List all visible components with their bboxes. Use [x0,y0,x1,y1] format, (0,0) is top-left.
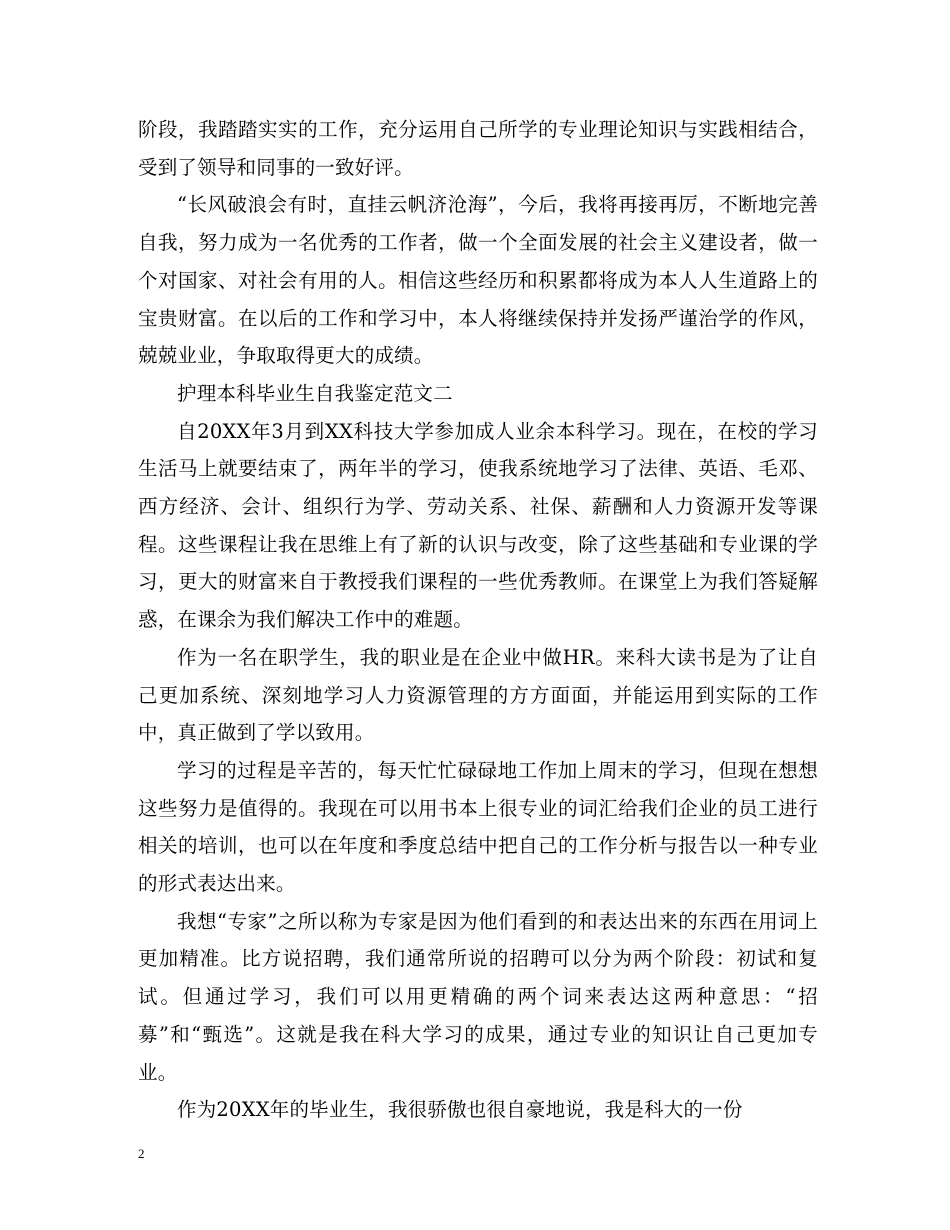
document-body [138,111,818,1129]
paragraph: 作为一名在职学生，我的职业是在企业中做HR。来科大读书是为了让自己更加系统、深刻地学习人力资源管理的方方面面，并能运用到实际的工作中，真正做到了学以致用。 [138,645,818,745]
page-number: 2 [138,1146,145,1161]
section-heading: 护理本科毕业生自我鉴定范文二 [177,381,453,405]
paragraph: 作为20XX年的毕业生，我很骄傲也很自豪地说，我是科大的一份 [177,1098,743,1122]
paragraph: “长风破浪会有时，直挂云帆济沧海”，今后，我将再接再厉，不断地完善自我，努力成为一名优秀的工作者，做一个全面发展的社会主义建设者，做一个对国家、对社会有用的人。相信这些经历和积累都将成为本人人生道路上的宝贵财富。在以后的工作和学习中，本人将继续保持并发扬严谨治学的作风，兢兢业业，争取取得更大的成绩。 [138,193,818,368]
paragraph: 自20XX年3月到XX科技大学参加成人业余本科学习。现在，在校的学习生活马上就要结束了，两年半的学习，使我系统地学习了法律、英语、毛邓、西方经济、会计、组织行为学、劳动关系、社保、薪酬和人力资源开发等课程。这些课程让我在思维上有了新的认识与改变，除了这些基础和专业课的学习，更大的财富来自于教授我们课程的一些优秀教师。在课堂上为我们答疑解惑，在课余为我们解决工作中的难题。 [138,419,818,632]
paragraph-continued: 阶段，我踏踏实实的工作，充分运用自己所学的专业理论知识与实践相结合，受到了领导和同事的一致好评。 [138,118,818,179]
paragraph: 我想“专家”之所以称为专家是因为他们看到的和表达出来的东西在用词上更加精准。比方说招聘，我们通常所说的招聘可以分为两个阶段：初试和复试。但通过学习，我们可以用更精确的两个词来表达这两种意思：“招募”和“甄选”。这就是我在科大学习的成果，通过专业的知识让自己更加专业。 [138,909,818,1084]
paragraph: 学习的过程是辛苦的，每天忙忙碌碌地工作加上周末的学习，但现在想想这些努力是值得的。我现在可以用书本上很专业的词汇给我们企业的员工进行相关的培训，也可以在年度和季度总结中把自己的工作分析与报告以一种专业的形式表达出来。 [138,758,818,896]
